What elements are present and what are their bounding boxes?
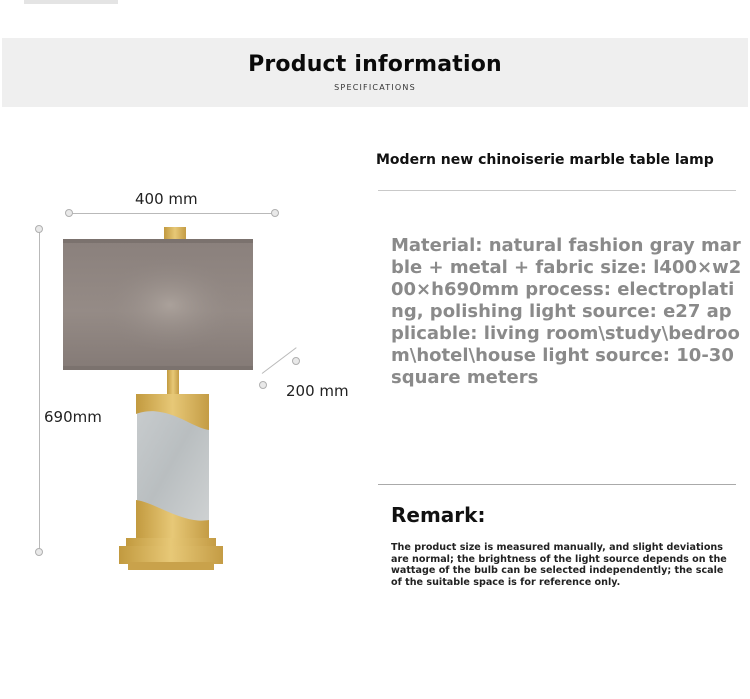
width-label: 400 mm <box>135 190 198 208</box>
depth-label: 200 mm <box>286 382 349 400</box>
product-description: Material: natural fashion gray marble + metal + fabric size: l400×w200×h690mm process: electroplating, polishing light source: e27 applicable: living room\study\bedroom\hotel\house light source: 10-30 square meters <box>391 235 742 388</box>
height-label: 690mm <box>44 408 102 426</box>
divider-middle <box>378 484 736 485</box>
page-title: Product information <box>248 52 502 77</box>
remark-text: The product size is measured manually, and slight deviations are normal; the brightness of the light source depends on the wattage of the bulb can be selected independently; the scale of the suitable space is for reference only. <box>391 542 727 588</box>
page-subtitle: SPECIFICATIONS <box>334 83 416 92</box>
lamp-shade-top-rim <box>63 239 253 243</box>
lamp-base-foot <box>128 562 214 570</box>
product-name: Modern new chinoiserie marble table lamp <box>376 152 714 168</box>
divider-top <box>378 190 736 191</box>
remark-title: Remark: <box>391 503 486 527</box>
lamp-shade-bottom-rim <box>63 366 253 370</box>
lamp-finial <box>164 227 186 240</box>
lamp-stem <box>167 370 179 394</box>
lamp-shade-glow <box>100 250 240 350</box>
lamp-base <box>119 546 223 564</box>
